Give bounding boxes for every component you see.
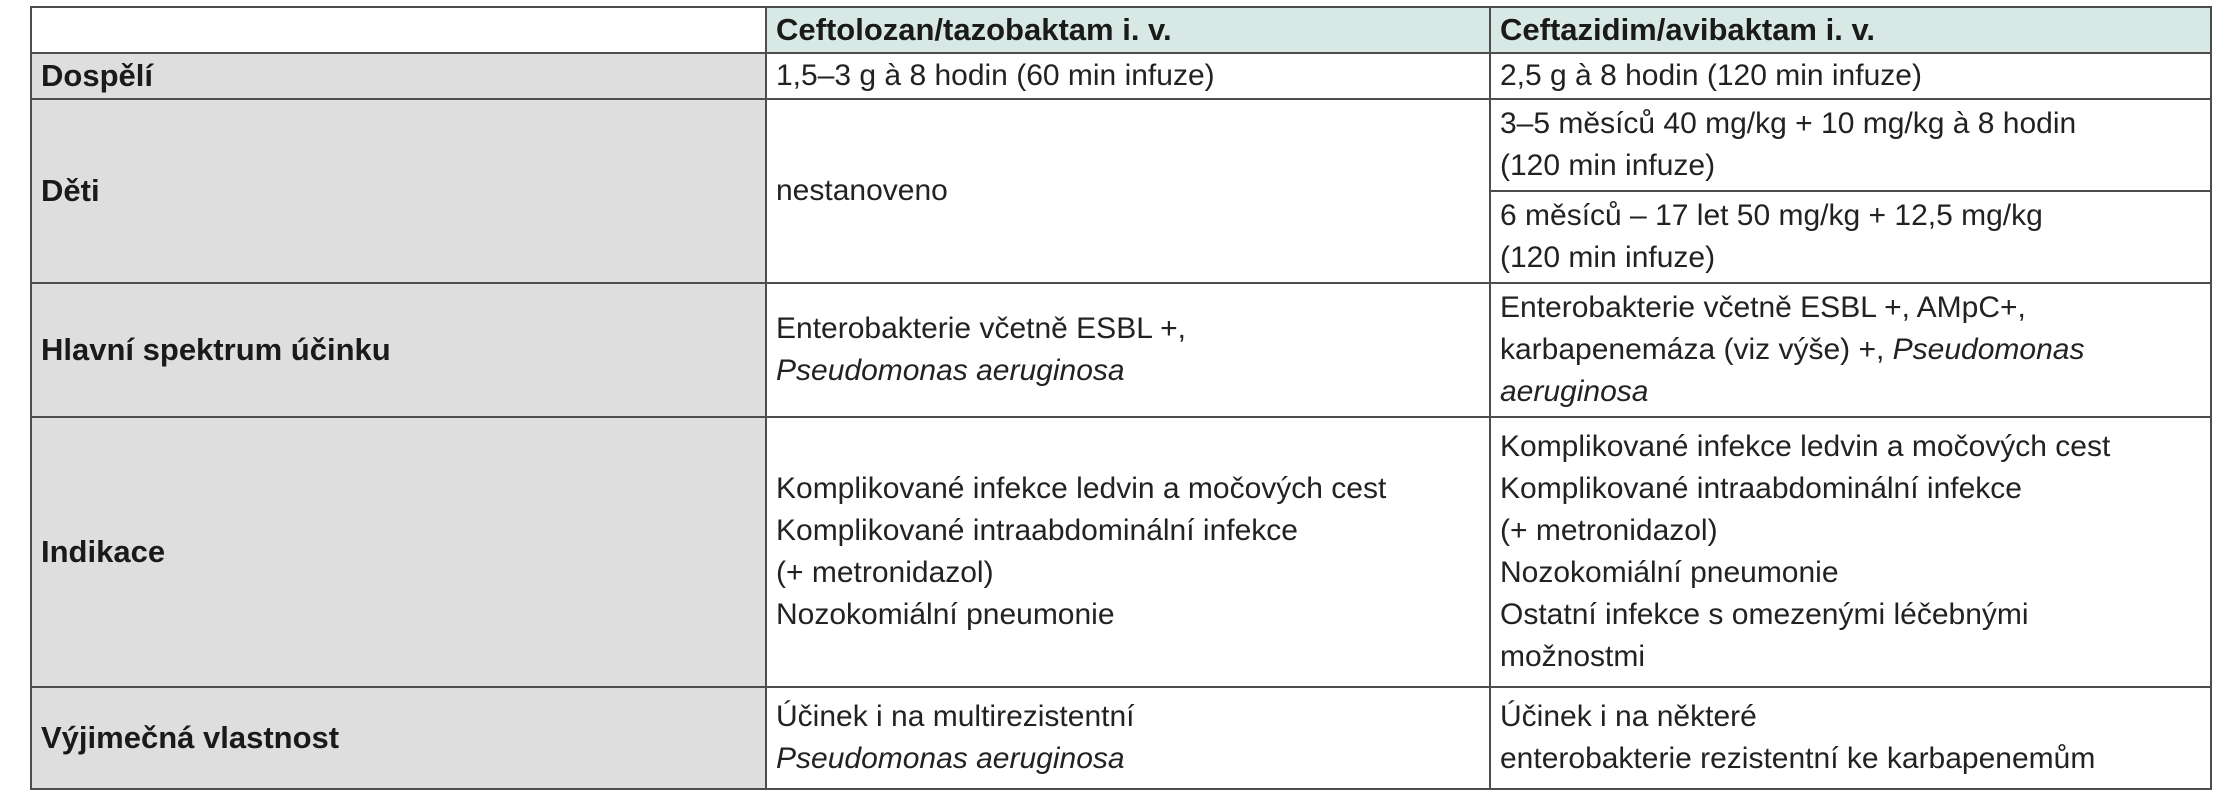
row-indikace bbox=[31, 417, 2211, 687]
text-line-italic: Pseudomonas aeruginosa bbox=[776, 354, 1125, 387]
row-vlastnost bbox=[31, 687, 2211, 789]
cell-vlastnost-ceftazidim bbox=[1490, 687, 2211, 789]
text-line: Komplikované infekce ledvin a močových cest bbox=[1500, 430, 2111, 463]
header-empty-cell bbox=[31, 7, 766, 53]
row-spektrum bbox=[31, 283, 2211, 417]
text-line: (120 min infuze) bbox=[1500, 241, 1716, 274]
header-ceftazidim: Ceftazidim/avibaktam i. v. bbox=[1490, 7, 2211, 53]
row-label-dospeli: Dospělí bbox=[31, 53, 766, 99]
antibiotic-comparison-table bbox=[30, 6, 2212, 790]
text-line: (+ metronidazol) bbox=[1500, 514, 1718, 547]
text-line: Komplikované intraabdominální infekce bbox=[776, 514, 1298, 547]
cell-dospeli-ceftolozan: 1,5–3 g à 8 hodin (60 min infuze) bbox=[766, 53, 1490, 99]
row-label-deti: Děti bbox=[31, 99, 766, 283]
cell-vlastnost-ceftolozan bbox=[766, 687, 1490, 789]
text-line: Enterobakterie včetně ESBL +, AMpC+, bbox=[1500, 291, 2026, 324]
row-label-indikace: Indikace bbox=[31, 417, 766, 687]
text-line: Enterobakterie včetně ESBL +, bbox=[776, 312, 1186, 345]
row-dospeli bbox=[31, 53, 2211, 99]
text-line: Komplikované intraabdominální infekce bbox=[1500, 472, 2022, 505]
text-line: Nozokomiální pneumonie bbox=[776, 598, 1115, 631]
text-line: Nozokomiální pneumonie bbox=[1500, 556, 1839, 589]
header-row bbox=[31, 7, 2211, 53]
text-line: 3–5 měsíců 40 mg/kg + 10 mg/kg à 8 hodin bbox=[1500, 107, 2077, 140]
text-line: 6 měsíců – 17 let 50 mg/kg + 12,5 mg/kg bbox=[1500, 199, 2043, 232]
text-line: Účinek i na některé bbox=[1500, 700, 1757, 733]
text-line: možnostmi bbox=[1500, 640, 1646, 673]
row-deti-a bbox=[31, 99, 2211, 191]
cell-spektrum-ceftolozan bbox=[766, 283, 1490, 417]
text-line: (120 min infuze) bbox=[1500, 149, 1716, 182]
text-line: enterobakterie rezistentní ke karbapenemům bbox=[1500, 742, 2096, 775]
cell-deti-ceftazidim-infants bbox=[1490, 99, 2211, 191]
text-fragment: karbapenemáza (viz výše) +, bbox=[1500, 333, 1893, 366]
text-line: Ostatní infekce s omezenými léčebnými bbox=[1500, 598, 2029, 631]
text-line: Účinek i na multirezistentní bbox=[776, 700, 1135, 733]
row-label-spektrum: Hlavní spektrum účinku bbox=[31, 283, 766, 417]
text-line-italic: aeruginosa bbox=[1500, 375, 1649, 408]
cell-deti-ceftazidim-children bbox=[1490, 191, 2211, 283]
text-line: (+ metronidazol) bbox=[776, 556, 994, 589]
header-ceftolozan: Ceftolozan/tazobaktam i. v. bbox=[766, 7, 1490, 53]
text-line-italic: Pseudomonas aeruginosa bbox=[776, 742, 1125, 775]
cell-dospeli-ceftazidim: 2,5 g à 8 hodin (120 min infuze) bbox=[1490, 53, 2211, 99]
text-line bbox=[1500, 329, 2201, 371]
cell-indikace-ceftazidim bbox=[1490, 417, 2211, 687]
cell-indikace-ceftolozan bbox=[766, 417, 1490, 687]
row-label-vlastnost: Výjimečná vlastnost bbox=[31, 687, 766, 789]
cell-deti-ceftolozan: nestanoveno bbox=[766, 99, 1490, 283]
cell-spektrum-ceftazidim bbox=[1490, 283, 2211, 417]
text-fragment-italic: Pseudomonas bbox=[1892, 333, 2085, 366]
text-line: Komplikované infekce ledvin a močových cest bbox=[776, 472, 1387, 505]
